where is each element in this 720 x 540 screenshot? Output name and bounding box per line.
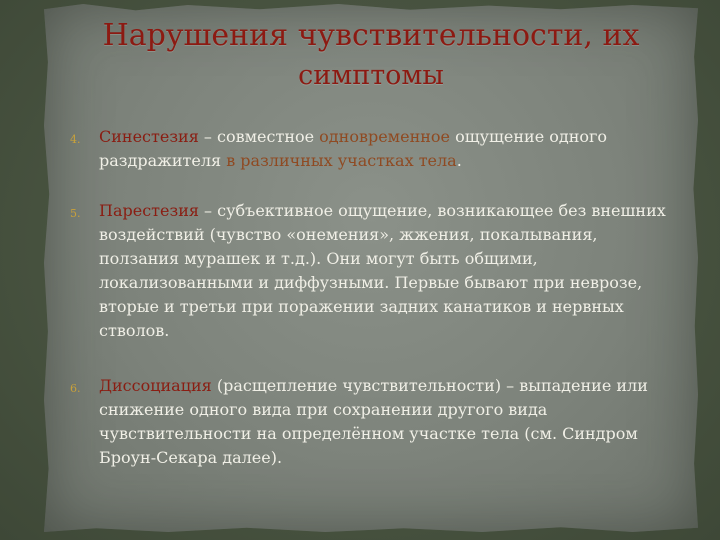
item-number: 4. [70,133,81,146]
term-dissociation: Диссоциация [99,376,212,395]
title-line-2: симптомы [298,60,444,91]
item-text [99,374,669,470]
item-number: 5. [70,207,81,220]
term-synesthesia: Синестезия [99,127,199,146]
text-segment: – субъективное ощущение, возникающее без внешних воздействий (чувство «онемения», жжения, покалывания, ползания мурашек и т.д.). Они могут быть общими, локализованными и диффузными. Первые бывают при неврозе, вторые и третьи при поражении задних канатиков и нервных стволов. [99,201,666,340]
text-segment: – совместное [198,127,320,146]
text-segment: ощущение одного раздражителя [99,127,608,170]
item-text [99,199,669,343]
text-segment: . [456,151,462,170]
highlight-simultaneous: одновременное [319,127,451,146]
item-text [99,125,669,173]
item-number: 6. [70,382,81,395]
title-line-1: Нарушения чувствительности, их [102,18,640,53]
term-paresthesia: Парестезия [99,201,199,220]
highlight-body-areas: в различных участках тела [226,151,457,170]
text-segment: (расщепление чувствительности) – выпадение или снижение одного вида при сохранении другого вида чувствительности на определённом участке тела (см. Синдром Броун-Секара далее). [99,376,648,467]
slide-title [44,16,698,96]
